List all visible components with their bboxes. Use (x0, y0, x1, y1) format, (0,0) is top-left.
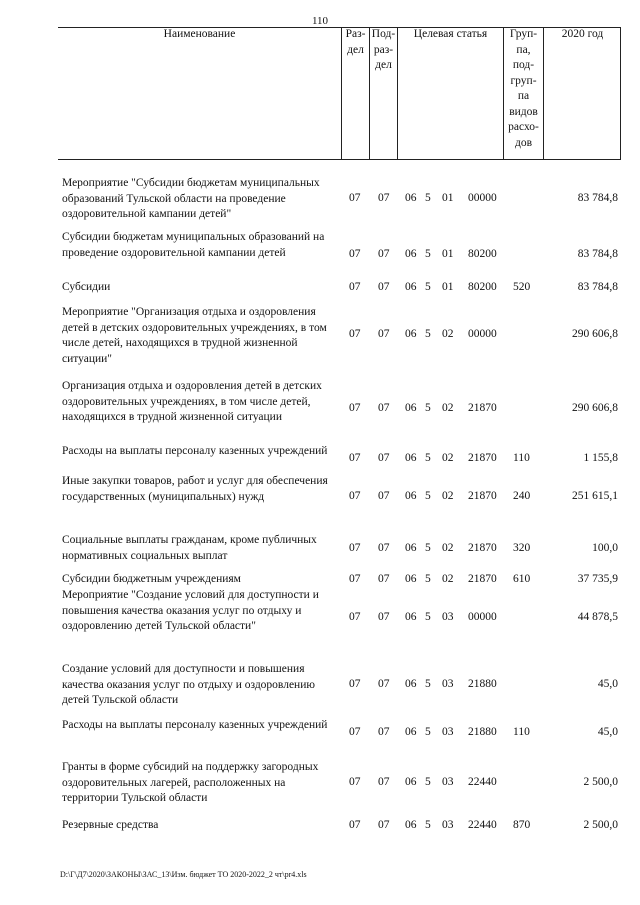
row-target-program: 06 (405, 452, 417, 464)
row-podrazdel: 07 (378, 678, 390, 690)
row-razdel: 07 (349, 776, 361, 788)
row-target-subprogram: 5 (425, 490, 431, 502)
row-target-program: 06 (405, 281, 417, 293)
row-amount: 100,0 (592, 542, 618, 554)
row-name: Иные закупки товаров, работ и услуг для обеспечения государственных (муниципальных) нужд (62, 475, 328, 503)
row-amount: 2 500,0 (583, 819, 618, 831)
row-target-subprogram: 5 (425, 819, 431, 831)
row-target-program: 06 (405, 192, 417, 204)
row-expense-group: 520 (513, 281, 531, 293)
row-name: Расходы на выплаты персоналу казенных учреждений (62, 445, 328, 457)
row-razdel: 07 (349, 542, 361, 554)
row-target-program: 06 (405, 776, 417, 788)
page-number: 110 (311, 15, 329, 27)
row-name: Организация отдыха и оздоровления детей в детских оздоровительных учреждениях, в том числе детей, находящихся в трудной жизненной ситуации (62, 380, 322, 423)
row-target-event: 02 (442, 490, 454, 502)
row-name: Субсидии (62, 281, 111, 293)
row-target-subprogram: 5 (425, 192, 431, 204)
row-target-event: 02 (442, 402, 454, 414)
row-target-direction: 21870 (468, 542, 497, 554)
row-amount: 251 615,1 (572, 490, 618, 502)
row-podrazdel: 07 (378, 281, 390, 293)
row-amount: 45,0 (597, 726, 618, 738)
row-podrazdel: 07 (378, 328, 390, 340)
row-razdel: 07 (349, 726, 361, 738)
row-target-direction: 21870 (468, 402, 497, 414)
row-target-program: 06 (405, 611, 417, 623)
row-target-program: 06 (405, 402, 417, 414)
row-razdel: 07 (349, 452, 361, 464)
row-amount: 83 784,8 (577, 281, 618, 293)
row-target-program: 06 (405, 573, 417, 585)
row-target-direction: 21870 (468, 573, 497, 585)
row-name: Гранты в форме субсидий на поддержку загородных оздоровительных лагерей, расположенных на территории Тульской области (62, 761, 319, 804)
row-amount: 290 606,8 (572, 328, 618, 340)
row-expense-group: 870 (513, 819, 531, 831)
row-expense-group: 110 (513, 452, 530, 464)
row-podrazdel: 07 (378, 248, 390, 260)
row-target-event: 02 (442, 328, 454, 340)
row-target-event: 03 (442, 776, 454, 788)
row-amount: 37 735,9 (577, 573, 618, 585)
row-name: Резервные средства (62, 819, 159, 831)
row-name: Создание условий для доступности и повышения качества оказания услуг по отдыху и оздоровлению детей Тульской области (62, 663, 315, 706)
row-target-program: 06 (405, 328, 417, 340)
header-group: Груп- па, под- груп- па видов расхо- дов (503, 27, 543, 160)
row-target-direction: 22440 (468, 776, 497, 788)
row-amount: 1 155,8 (583, 452, 618, 464)
row-target-direction: 22440 (468, 819, 497, 831)
file-path-footer: D:\Г\Д7\2020\ЗАКОНЫ\ЗАС_13\Изм. бюджет ТО 2020-2022_2 чт\pr4.xls (60, 870, 307, 879)
row-target-subprogram: 5 (425, 776, 431, 788)
row-target-program: 06 (405, 678, 417, 690)
row-target-direction: 80200 (468, 248, 497, 260)
row-amount: 45,0 (597, 678, 618, 690)
row-razdel: 07 (349, 678, 361, 690)
row-podrazdel: 07 (378, 726, 390, 738)
row-target-subprogram: 5 (425, 248, 431, 260)
row-target-subprogram: 5 (425, 281, 431, 293)
header-podrazdel: Под- раз- дел (369, 27, 397, 160)
row-target-subprogram: 5 (425, 573, 431, 585)
row-target-direction: 00000 (468, 328, 497, 340)
header-bottom-border (58, 159, 621, 160)
row-target-direction: 21880 (468, 678, 497, 690)
row-target-event: 03 (442, 611, 454, 623)
row-target-event: 03 (442, 819, 454, 831)
row-razdel: 07 (349, 192, 361, 204)
row-podrazdel: 07 (378, 192, 390, 204)
row-razdel: 07 (349, 490, 361, 502)
table-header (58, 27, 621, 160)
row-name: Социальные выплаты гражданам, кроме публичных нормативных социальных выплат (62, 534, 317, 562)
row-podrazdel: 07 (378, 776, 390, 788)
row-amount: 2 500,0 (583, 776, 618, 788)
row-target-subprogram: 5 (425, 678, 431, 690)
row-name: Мероприятие "Создание условий для доступности и повышения качества оказания услуг по отдыху и оздоровлению детей Тульской области" (62, 589, 319, 632)
row-target-program: 06 (405, 542, 417, 554)
row-target-subprogram: 5 (425, 402, 431, 414)
row-name: Мероприятие "Организация отдыха и оздоровления детей в детских оздоровительных учреждениях, в том числе детей, находящихся в трудной жизненной ситуации" (62, 306, 327, 365)
row-name: Субсидии бюджетам муниципальных образований на проведение оздоровительной кампании детей (62, 231, 325, 259)
row-name: Расходы на выплаты персоналу казенных учреждений (62, 719, 328, 731)
row-target-event: 02 (442, 542, 454, 554)
row-target-program: 06 (405, 248, 417, 260)
row-target-subprogram: 5 (425, 542, 431, 554)
row-podrazdel: 07 (378, 573, 390, 585)
header-target: Целевая статья (397, 27, 503, 160)
row-target-subprogram: 5 (425, 611, 431, 623)
row-podrazdel: 07 (378, 402, 390, 414)
row-amount: 44 878,5 (577, 611, 618, 623)
row-razdel: 07 (349, 328, 361, 340)
row-podrazdel: 07 (378, 542, 390, 554)
row-target-event: 01 (442, 192, 454, 204)
row-name: Мероприятие "Субсидии бюджетам муниципальных образований Тульской области на проведение оздоровительной кампании детей" (62, 177, 320, 220)
row-expense-group: 110 (513, 726, 530, 738)
row-expense-group: 320 (513, 542, 531, 554)
row-target-event: 02 (442, 452, 454, 464)
header-name: Наименование (163, 28, 236, 40)
row-razdel: 07 (349, 281, 361, 293)
row-podrazdel: 07 (378, 819, 390, 831)
row-target-subprogram: 5 (425, 726, 431, 738)
row-amount: 83 784,8 (577, 192, 618, 204)
row-razdel: 07 (349, 248, 361, 260)
row-expense-group: 240 (513, 490, 531, 502)
row-target-direction: 21870 (468, 452, 497, 464)
row-target-event: 02 (442, 573, 454, 585)
row-amount: 290 606,8 (572, 402, 618, 414)
header-right-border (620, 27, 621, 160)
row-target-program: 06 (405, 490, 417, 502)
row-razdel: 07 (349, 819, 361, 831)
row-podrazdel: 07 (378, 452, 390, 464)
row-name: Субсидии бюджетным учреждениям (62, 573, 241, 585)
row-target-direction: 00000 (468, 611, 497, 623)
row-podrazdel: 07 (378, 490, 390, 502)
row-target-subprogram: 5 (425, 452, 431, 464)
row-target-direction: 21880 (468, 726, 497, 738)
row-razdel: 07 (349, 611, 361, 623)
row-razdel: 07 (349, 402, 361, 414)
row-target-event: 03 (442, 678, 454, 690)
header-razdel: Раз- дел (341, 27, 369, 160)
row-target-event: 01 (442, 248, 454, 260)
row-expense-group: 610 (513, 573, 531, 585)
row-target-direction: 21870 (468, 490, 497, 502)
header-year: 2020 год (543, 27, 621, 160)
row-target-program: 06 (405, 726, 417, 738)
row-target-event: 03 (442, 726, 454, 738)
row-podrazdel: 07 (378, 611, 390, 623)
row-target-event: 01 (442, 281, 454, 293)
row-amount: 83 784,8 (577, 248, 618, 260)
row-target-subprogram: 5 (425, 328, 431, 340)
row-target-direction: 00000 (468, 192, 497, 204)
row-target-program: 06 (405, 819, 417, 831)
row-razdel: 07 (349, 573, 361, 585)
row-target-direction: 80200 (468, 281, 497, 293)
